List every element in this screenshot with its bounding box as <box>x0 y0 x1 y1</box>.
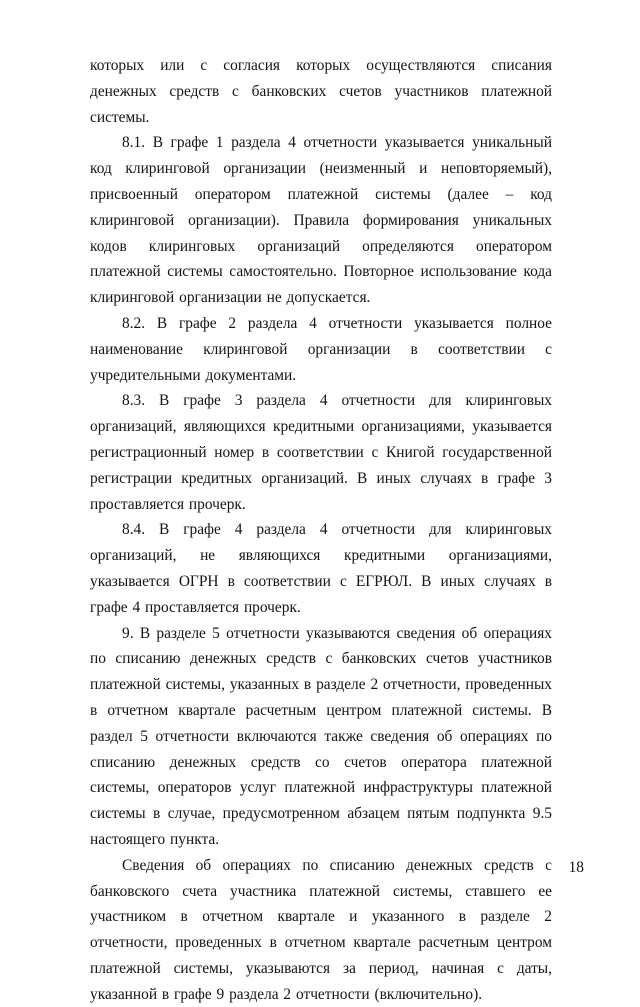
paragraph-8-1: 8.1. В графе 1 раздела 4 отчетности указывается уникальный код клиринговой организации (неизменный и неповторяемый), присвоенный оператором платежной системы (далее – код клиринговой организации). Правила формирования уникальных кодов клиринговых организаций определяются оператором платежной системы самостоятельно. Повторное использование кода клиринговой организации не допускается. <box>90 134 552 307</box>
paragraph-continuation: которых или с согласия которых осуществляются списания денежных средств с банковских счетов участников платежной системы. <box>90 57 552 126</box>
document-text-block <box>90 53 552 1007</box>
paragraph-8-4: 8.4. В графе 4 раздела 4 отчетности для клиринговых организаций, не являющихся кредитными организациями, указывается ОГРН в соответствии с ЕГРЮЛ. В иных случаях в графе 4 проставляется прочерк. <box>90 521 552 616</box>
paragraph-8-3: 8.3. В графе 3 раздела 4 отчетности для клиринговых организаций, являющихся кредитными организациями, указывается регистрационный номер в соответствии с Книгой государственной регистрации кредитных организаций. В иных случаях в графе 3 проставляется прочерк. <box>90 392 552 513</box>
page-number: 18 <box>568 858 584 876</box>
paragraph-9-continued: Сведения об операциях по списанию денежных средств с банковского счета участника платежной системы, ставшего ее участником в отчетном квартале и указанного в разделе 2 отчетности, проведенных в отчетном квартале расчетным центром платежной системы, указываются за период, начиная с даты, указанной в графе 9 раздела 2 отчетности (включительно). <box>90 856 552 1003</box>
paragraph-8-2: 8.2. В графе 2 раздела 4 отчетности указывается полное наименование клиринговой организации в соответствии с учредительными документами. <box>90 314 552 384</box>
paragraph-9: 9. В разделе 5 отчетности указываются сведения об операциях по списанию денежных средств с банковских счетов участников платежной системы, указанных в разделе 2 отчетности, проведенных в отчетном квартале расчетным центром платежной системы. В раздел 5 отчетности включаются также сведения об операциях по списанию денежных средств со счетов оператора платежной системы, операторов услуг платежной инфраструктуры платежной системы в случае, предусмотренном абзацем пятым подпункта 9.5 настоящего пункта. <box>90 624 552 848</box>
